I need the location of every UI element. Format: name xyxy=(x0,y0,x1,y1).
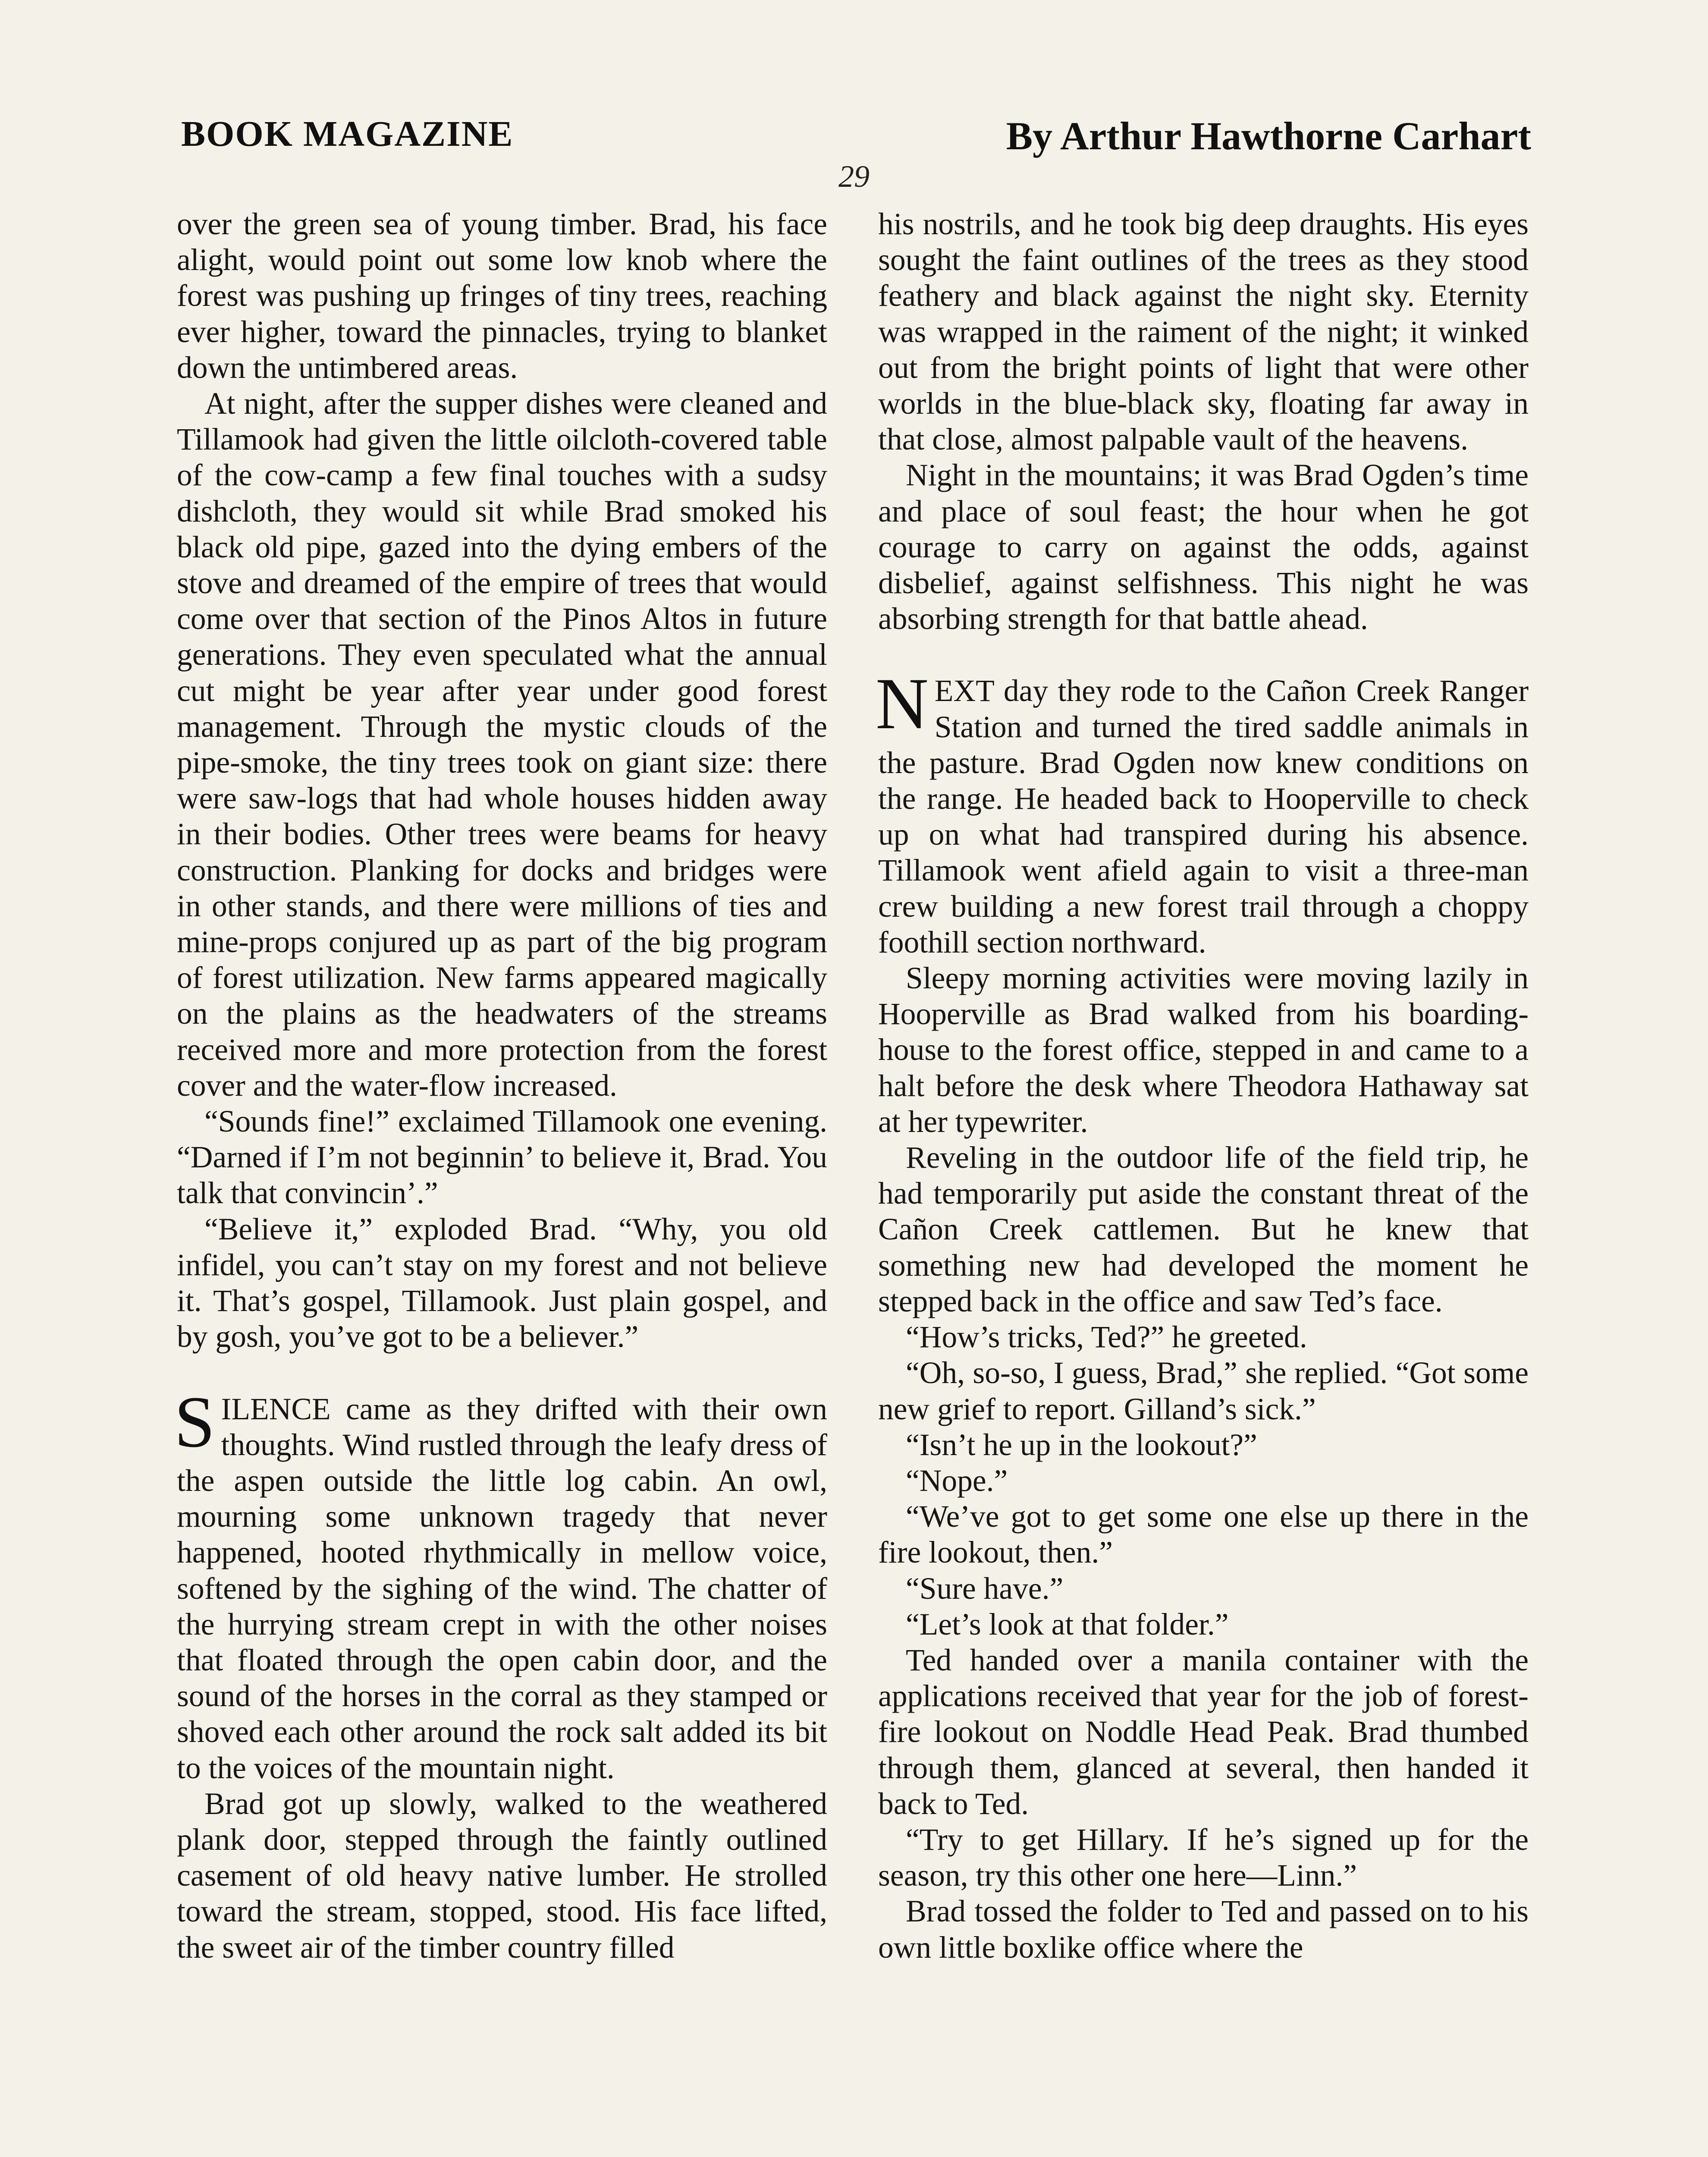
paragraph: Night in the mountains; it was Brad Ogden’s time and place of soul feast; the hour when he got courage to carry on against the odds, against disbelief, against selfishness. This night he was absorbing strength for that battle ahead. xyxy=(878,458,1529,636)
paragraph: “Try to get Hillary. If he’s signed up for the season, try this other one here—Linn.” xyxy=(878,1822,1529,1893)
section-opening-paragraph xyxy=(876,663,1529,960)
paragraph: “Believe it,” exploded Brad. “Why, you old infidel, you can’t stay on my forest and not believe it. That’s gospel, Tillamook. Just plain gospel, and by gosh, you’ve got to be a believer.” xyxy=(177,1212,827,1354)
drop-cap: S xyxy=(174,1381,215,1462)
paragraph: over the green sea of young timber. Brad, his face alight, would point out some low knob where the forest was pushing up fringes of tiny trees, reaching ever higher, toward the pinnacles, trying to blanket down the untimbered areas. xyxy=(177,207,827,385)
section-opening-paragraph xyxy=(174,1381,827,1786)
paragraph: Sleepy morning activities were moving lazily in Hooperville as Brad walked from his boarding-house to the forest office, stepped in and came to a halt before the desk where Theodora Hathaway sat at her typewriter. xyxy=(878,961,1529,1139)
paragraph: “Sure have.” xyxy=(906,1571,1064,1606)
page-number: 29 xyxy=(838,159,870,194)
paragraph: At night, after the supper dishes were cleaned and Tillamook had given the little oilcloth-covered table of the cow-camp a few final touches with a sudsy dishcloth, they would sit while Brad smoked his black old pipe, gazed into the dying embers of the stove and dreamed of the empire of trees that would come over that section of the Pinos Altos in future generations. They even speculated what the annual cut might be year after year under good forest management. Through the mystic clouds of the pipe-smoke, the tiny trees took on giant size: there were saw-logs that had whole houses hidden away in their bodies. Other trees were beams for heavy construction. Planking for docks and bridges were in other stands, and there were millions of ties and mine-props conjured up as part of the big program of forest utilization. New farms appeared magically on the plains as the headwaters of the streams received more and more protection from the forest cover and the water-flow increased. xyxy=(177,387,827,1103)
right-column xyxy=(878,206,1529,1965)
section-break xyxy=(177,1355,827,1391)
paragraph: “How’s tricks, Ted?” he greeted. xyxy=(906,1320,1307,1355)
paragraph: “Nope.” xyxy=(906,1463,1008,1498)
paragraph: “We’ve got to get some one else up there in the fire lookout, then.” xyxy=(878,1500,1529,1570)
drop-cap: N xyxy=(876,663,929,745)
paragraph: “Let’s look at that folder.” xyxy=(906,1607,1229,1641)
section-break xyxy=(878,637,1529,673)
author-byline: By Arthur Hawthorne Carhart xyxy=(1006,114,1531,158)
paragraph: Ted handed over a manila container with the applications received that year for the job of forest-fire lookout on Noddle Head Peak. Brad thumbed through them, glanced at several, then handed it back to Ted. xyxy=(878,1643,1529,1821)
paragraph: Brad got up slowly, walked to the weathered plank door, stepped through the faintly outlined casement of old heavy native lumber. He strolled toward the stream, stopped, stood. His face lifted, the sweet air of the timber country filled xyxy=(177,1786,827,1965)
paragraph: “Sounds fine!” exclaimed Tillamook one evening. “Darned if I’m not beginnin’ to believe it, Brad. You talk that convincin’.” xyxy=(177,1104,827,1211)
paragraph-text: ILENCE came as they drifted with their own thoughts. Wind rustled through the leafy dress of the aspen outside the little log cabin. An owl, mourning some unknown tragedy that never happened, hooted rhythmically in mellow voice, softened by the sighing of the wind. The chatter of the hurrying stream crept in with the other noises that floated through the open cabin door, and the sound of the horses in the corral as they stamped or shoved each other around the rock salt added its bit to the voices of the mountain night. xyxy=(177,1392,827,1785)
magazine-title: BOOK MAGAZINE xyxy=(181,114,514,154)
paragraph: Brad tossed the folder to Ted and passed on to his own little boxlike office where the xyxy=(878,1894,1529,1965)
paragraph-text: EXT day they rode to the Cañon Creek Ranger Station and turned the tired saddle animals in the pasture. Brad Ogden now knew conditions on the range. He headed back to Hooperville to check up on what had transpired during his absence. Tillamook went afield again to visit a three-man crew building a new forest trail through a choppy foothill section northward. xyxy=(878,674,1529,959)
left-column xyxy=(174,206,827,1965)
paragraph: “Oh, so-so, I guess, Brad,” she replied. “Got some new grief to report. Gilland’s sick.” xyxy=(878,1356,1529,1426)
paragraph: his nostrils, and he took big deep draughts. His eyes sought the faint outlines of the trees as they stood feathery and black against the night sky. Eternity was wrapped in the raiment of the night; it winked out from the bright points of light that were other worlds in the blue-black sky, floating far away in that close, almost palpable vault of the heavens. xyxy=(878,207,1529,457)
paragraph: “Isn’t he up in the lookout?” xyxy=(906,1428,1257,1462)
paragraph: Reveling in the outdoor life of the field trip, he had temporarily put aside the constant threat of the Cañon Creek cattlemen. But he knew that something new had developed the moment he stepped back in the office and saw Ted’s face. xyxy=(878,1141,1529,1318)
